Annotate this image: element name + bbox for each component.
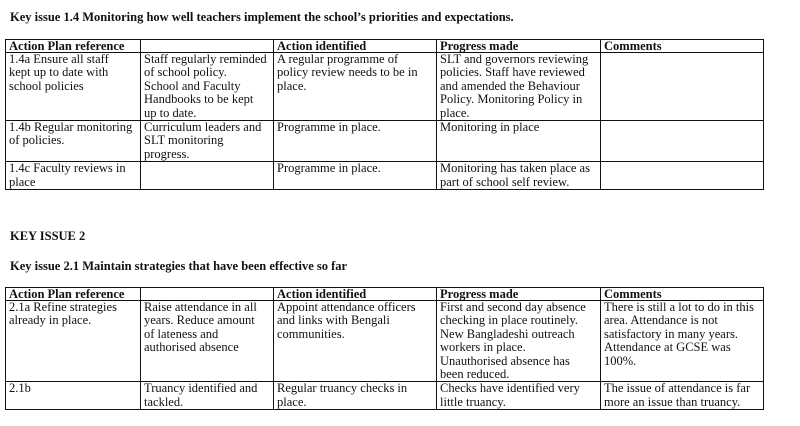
description-cell: Truancy identified and tackled.	[141, 382, 274, 410]
action-cell: Programme in place.	[274, 162, 437, 190]
column-header-action-identified: Action identified	[274, 288, 437, 301]
reference-cell: 1.4b Regular monitoring of policies.	[6, 121, 141, 162]
comments-cell: The issue of attendance is far more an issue than truancy.	[601, 382, 764, 410]
column-header-blank	[141, 288, 274, 301]
description-cell: Raise attendance in all years. Reduce amount of lateness and authorised absence	[141, 301, 274, 382]
table-row	[6, 382, 764, 410]
comments-cell	[601, 53, 764, 121]
reference-cell: 2.1b	[6, 382, 141, 410]
section1-table	[5, 39, 764, 190]
column-header-progress-made: Progress made	[437, 40, 601, 53]
action-cell: Programme in place.	[274, 121, 437, 162]
progress-cell: Monitoring has taken place as part of school self review.	[437, 162, 601, 190]
table-header-row	[6, 288, 764, 301]
column-header-comments: Comments	[601, 288, 764, 301]
comments-cell	[601, 121, 764, 162]
progress-cell: Monitoring in place	[437, 121, 601, 162]
column-header-comments: Comments	[601, 40, 764, 53]
section1-heading: Key issue 1.4 Monitoring how well teachers implement the school’s priorities and expectations.	[10, 10, 514, 24]
reference-cell: 1.4c Faculty reviews in place	[6, 162, 141, 190]
table-row	[6, 121, 764, 162]
section2-heading: Key issue 2.1 Maintain strategies that have been effective so far	[10, 259, 348, 273]
progress-cell: First and second day absence checking in place routinely. New Bangladeshi outreach workers in place. Unauthorised absence has been reduced.	[437, 301, 601, 382]
description-cell: Curriculum leaders and SLT monitoring progress.	[141, 121, 274, 162]
progress-cell: SLT and governors reviewing policies. Staff have reviewed and amended the Behaviour Policy. Monitoring Policy in place.	[437, 53, 601, 121]
table-header-row	[6, 40, 764, 53]
description-cell	[141, 162, 274, 190]
description-cell: Staff regularly reminded of school policy. School and Faculty Handbooks to be kept up to date.	[141, 53, 274, 121]
table-row	[6, 53, 764, 121]
table-row	[6, 162, 764, 190]
reference-cell: 1.4a Ensure all staff kept up to date with school policies	[6, 53, 141, 121]
table-row	[6, 301, 764, 382]
action-cell: Regular truancy checks in place.	[274, 382, 437, 410]
action-cell: A regular programme of policy review needs to be in place.	[274, 53, 437, 121]
comments-cell: There is still a lot to do in this area. Attendance is not satisfactory in many years. Attendance at GCSE was 100%.	[601, 301, 764, 382]
key-issue-2-heading: KEY ISSUE 2	[10, 229, 86, 243]
section2-table	[5, 287, 764, 410]
column-header-blank	[141, 40, 274, 53]
column-header-progress-made: Progress made	[437, 288, 601, 301]
column-header-action-identified: Action identified	[274, 40, 437, 53]
reference-cell: 2.1a Refine strategies already in place.	[6, 301, 141, 382]
progress-cell: Checks have identified very little truancy.	[437, 382, 601, 410]
action-cell: Appoint attendance officers and links with Bengali communities.	[274, 301, 437, 382]
column-header-action-plan-reference: Action Plan reference	[6, 288, 141, 301]
column-header-action-plan-reference: Action Plan reference	[6, 40, 141, 53]
comments-cell	[601, 162, 764, 190]
